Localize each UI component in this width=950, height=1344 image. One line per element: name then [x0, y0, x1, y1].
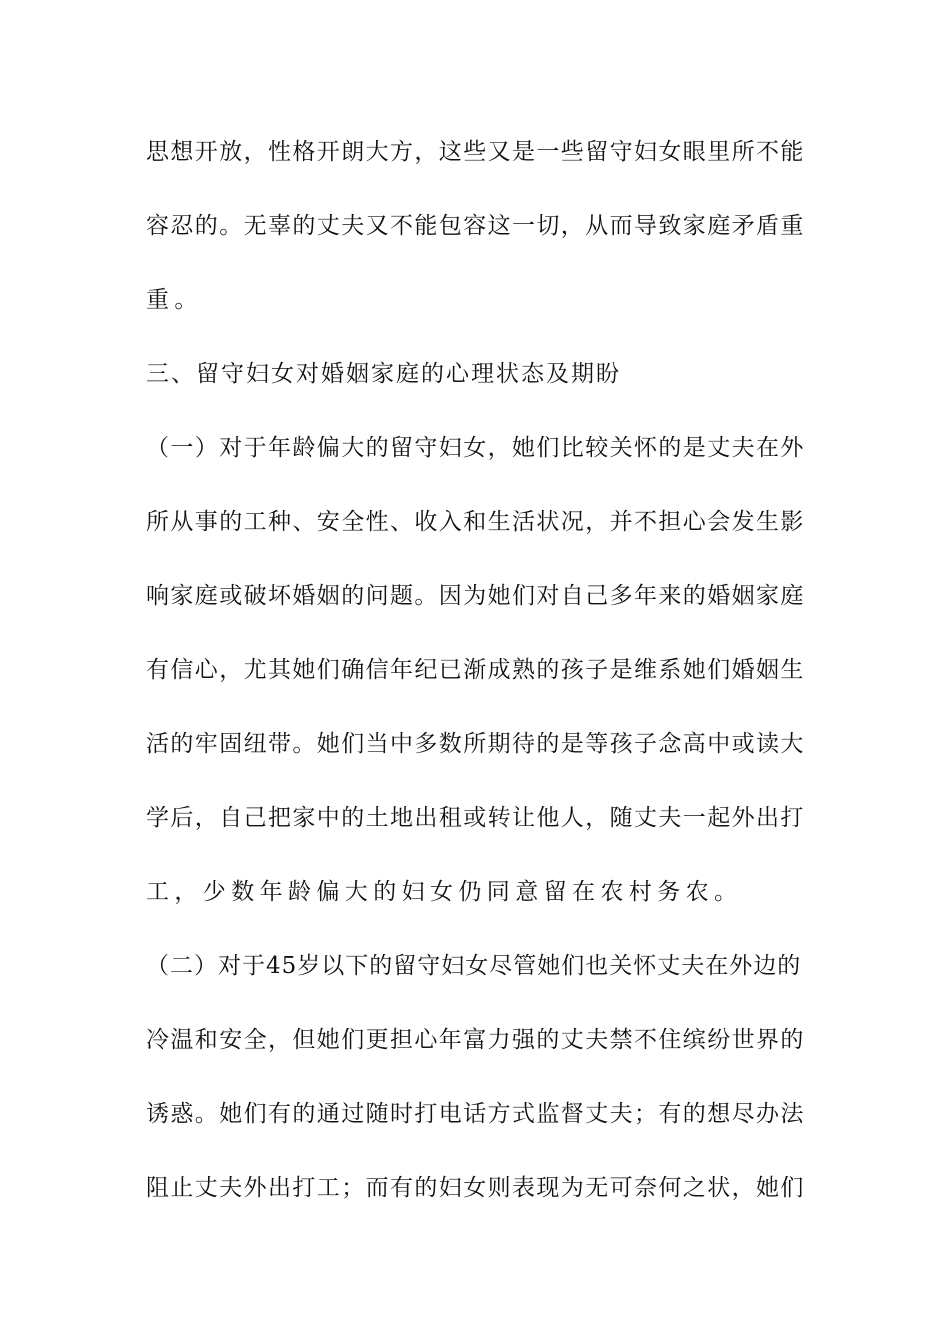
paragraph-line: 学后，自己把家中的土地出租或转让他人，随丈夫一起外出打: [146, 805, 805, 831]
paragraph-line: 重。: [146, 287, 203, 313]
paragraph-line: 响家庭或破坏婚姻的问题。因为她们对自己多年来的婚姻家庭: [146, 583, 805, 609]
paragraph-line: 诱惑。她们有的通过随时打电话方式监督丈夫；有的想尽办法: [146, 1101, 805, 1127]
paragraph-line: 有信心，尤其她们确信年纪已渐成熟的孩子是维系她们婚姻生: [146, 657, 805, 683]
paragraph-line: 活的牢固纽带。她们当中多数所期待的是等孩子念高中或读大: [146, 731, 805, 757]
paragraph-line: 容忍的。无辜的丈夫又不能包容这一切，从而导致家庭矛盾重: [146, 213, 805, 239]
paragraph-line: （一）对于年龄偏大的留守妇女，她们比较关怀的是丈夫在外: [146, 435, 805, 461]
paragraph-line: 思想开放，性格开朗大方，这些又是一些留守妇女眼里所不能: [146, 139, 805, 165]
paragraph-line: 所从事的工种、安全性、收入和生活状况，并不担心会发生影: [146, 509, 805, 535]
paragraph-line: （二）对于45岁以下的留守妇女尽管她们也关怀丈夫在外边的: [146, 953, 802, 979]
paragraph-line: 阻止丈夫外出打工；而有的妇女则表现为无可奈何之状，她们: [146, 1175, 805, 1201]
section-heading: 三、留守妇女对婚姻家庭的心理状态及期盼: [146, 361, 621, 387]
paragraph-line: 冷温和安全，但她们更担心年富力强的丈夫禁不住缤纷世界的: [146, 1027, 805, 1053]
paragraph-line: 工，少数年龄偏大的妇女仍同意留在农村务农。: [146, 879, 743, 905]
